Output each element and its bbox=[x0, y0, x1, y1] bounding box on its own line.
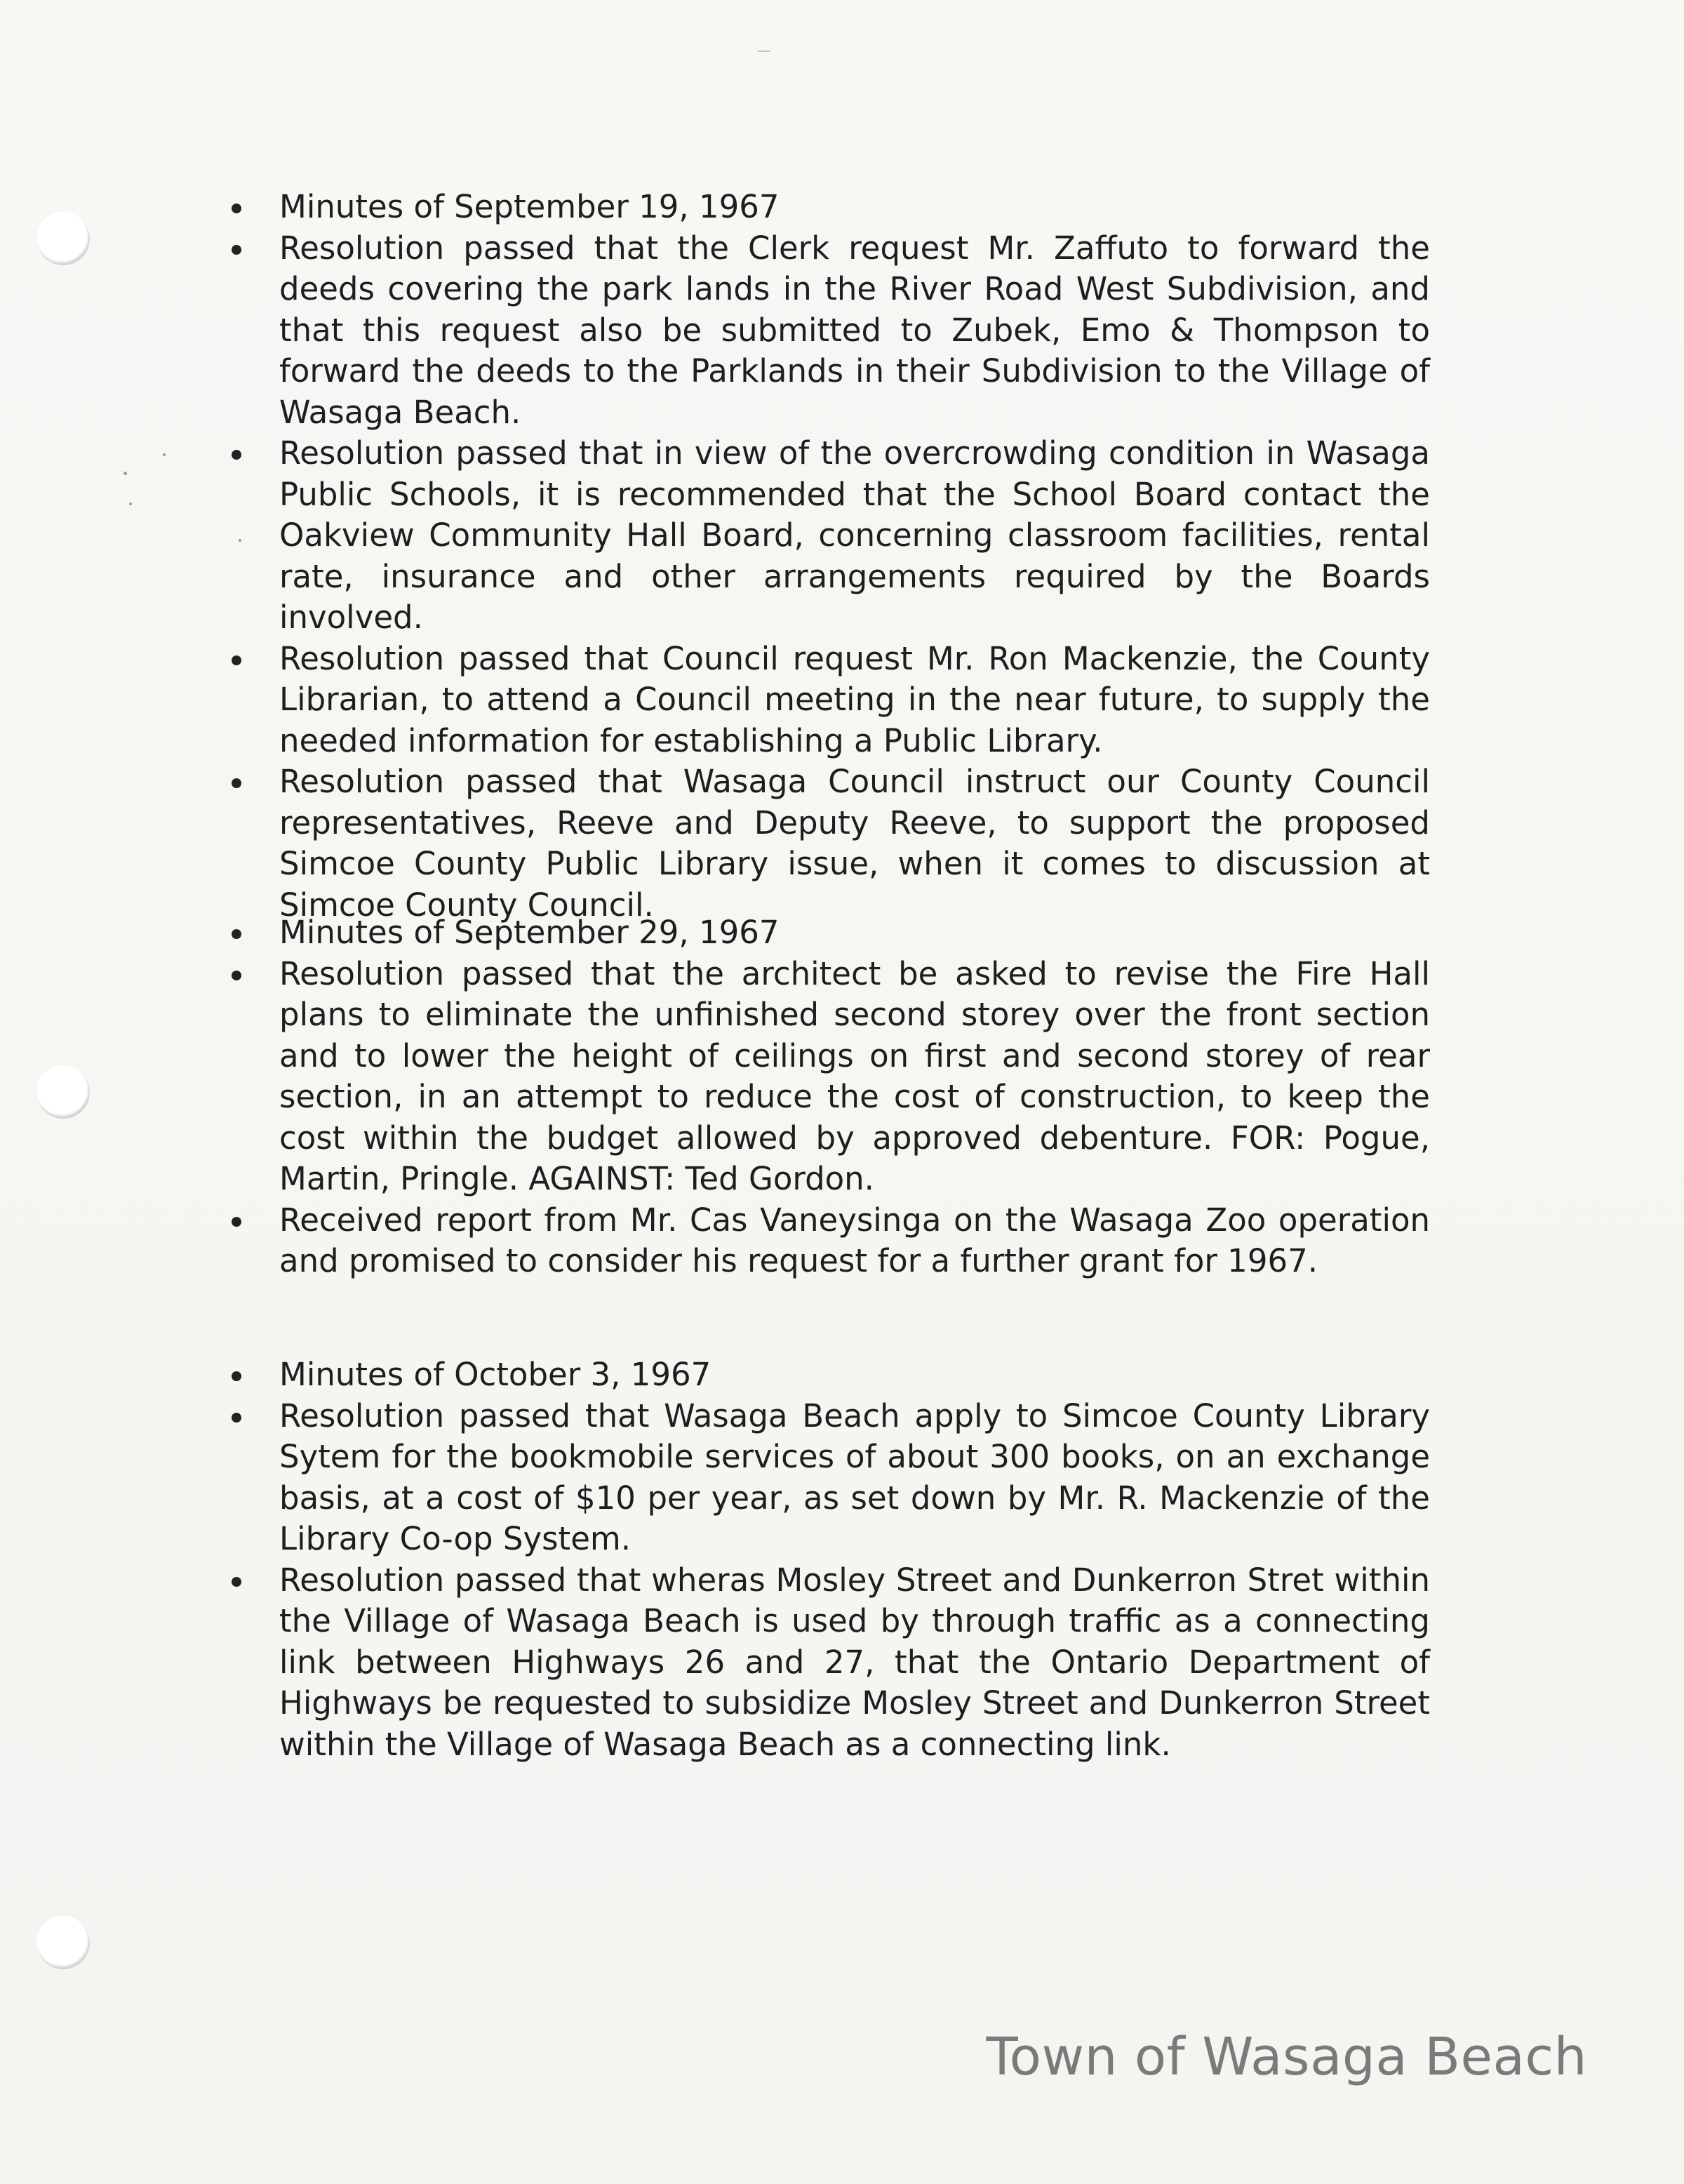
minutes-section-sep-29 bbox=[223, 912, 1430, 1282]
watermark-text: Town of Wasaga Beach bbox=[986, 2027, 1587, 2087]
list-item: Resolution passed that Council request Mr. Ron Mackenzie, the County Librarian, to attend a Council meeting in the near future, to supply the needed information for establishing a Public Library. bbox=[223, 639, 1430, 762]
punch-hole-middle bbox=[36, 1065, 90, 1119]
bullet-icon bbox=[232, 971, 241, 980]
minutes-section-oct-3 bbox=[223, 1354, 1430, 1765]
bullet-icon bbox=[232, 778, 241, 788]
list-item: Resolution passed that Wasaga Beach apply to Simcoe County Library Sytem for the bookmobile services of about 300 books, on an exchange basis, at a cost of $10 per year, as set down by Mr. R. Mackenzie of the Library Co-op System. bbox=[223, 1396, 1430, 1560]
list-item: Resolution passed that the Clerk request Mr. Zaffuto to forward the deeds covering the park lands in the River Road West Subdivision, and that this request also be submitted to Zubek, Emo & Thompson to forward the deeds to the Parklands in their Subdivision to the Village of Wasaga Beach. bbox=[223, 228, 1430, 434]
list-item: Minutes of September 29, 1967 bbox=[223, 912, 1430, 954]
bullet-icon bbox=[232, 1217, 241, 1227]
scan-speck bbox=[163, 453, 166, 456]
bullet-icon bbox=[232, 1413, 241, 1423]
bullet-icon bbox=[232, 1371, 241, 1381]
list-item: Minutes of October 3, 1967 bbox=[223, 1354, 1430, 1396]
scan-speck bbox=[758, 51, 770, 52]
bullet-icon bbox=[232, 450, 241, 460]
list-item: Resolution passed that Wasaga Council instruct our County Council representatives, Reeve and Deputy Reeve, to support the proposed Simcoe County Public Library issue, when it comes to discussion at Simcoe County Council. bbox=[223, 761, 1430, 926]
minutes-section-sep-19 bbox=[223, 187, 1430, 926]
scan-speck bbox=[123, 472, 127, 475]
bullet-icon bbox=[232, 655, 241, 665]
list-item: Minutes of September 19, 1967 bbox=[223, 187, 1430, 228]
scan-speck bbox=[129, 502, 132, 505]
bullet-icon bbox=[232, 245, 241, 255]
punch-hole-bottom bbox=[36, 1916, 90, 1969]
list-item: Resolution passed that in view of the overcrowding condition in Wasaga Public Schools, it is recommended that the School Board contact the Oakview Community Hall Board, concerning classroom facilities, rental rate, insurance and other arrangements required by the Boards involved. bbox=[223, 433, 1430, 639]
list-item: Received report from Mr. Cas Vaneysinga on the Wasaga Zoo operation and promised to consider his request for a further grant for 1967. bbox=[223, 1200, 1430, 1282]
bullet-icon bbox=[232, 929, 241, 939]
list-item: Resolution passed that the architect be asked to revise the Fire Hall plans to eliminate the unfinished second storey over the front section and to lower the height of ceilings on first and second storey of rear section, in an attempt to reduce the cost of construction, to keep the cost within the budget allowed by approved debenture. FOR: Pogue, Martin, Pringle. AGAINST: Ted Gordon. bbox=[223, 954, 1430, 1200]
punch-hole-top bbox=[36, 212, 90, 265]
bullet-icon bbox=[232, 1577, 241, 1587]
bullet-icon bbox=[232, 204, 241, 213]
list-item: Resolution passed that wheras Mosley Street and Dunkerron Stret within the Village of Wasaga Beach is used by through traffic as a connecting link between Highways 26 and 27, that the Ontario Department of Highways be requested to subsidize Mosley Street and Dunkerron Street within the Village of Wasaga Beach as a connecting link. bbox=[223, 1560, 1430, 1766]
